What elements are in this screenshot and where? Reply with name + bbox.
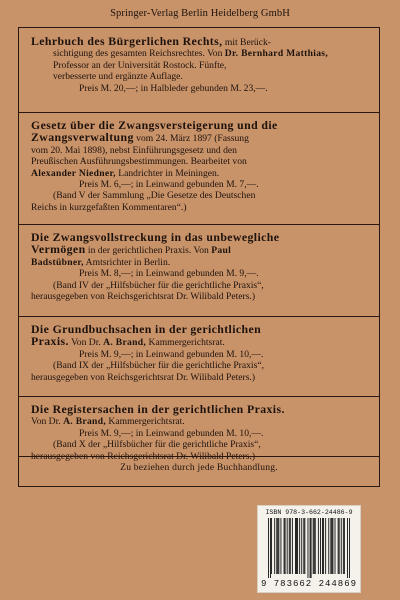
entry-text: Von Dr. <box>31 416 64 428</box>
book-title: Lehrbuch des Bürgerlichen Rechts, <box>31 34 223 48</box>
barcode-bar <box>292 518 293 574</box>
barcode-bar <box>277 518 278 574</box>
author-name: Dr. Bernhard Matthias, <box>224 48 329 60</box>
barcode-bar <box>313 518 314 574</box>
book-title: Die Zwangsvollstreckung in das unbewegliche <box>31 230 280 244</box>
entry-line <box>31 132 369 144</box>
entry-line <box>31 324 369 336</box>
book-title: Zwangsverwaltung <box>31 130 134 145</box>
series-line: Reichs in kurzgefaßten Kommentaren“.) <box>31 201 187 213</box>
author-name: Alexander Niedner, <box>31 167 116 179</box>
publisher-name: Springer-Verlag Berlin Heidelberg GmbH <box>110 8 290 19</box>
advertisement-frame <box>18 27 380 487</box>
entry-line <box>31 404 369 416</box>
entry-text: Kammergerichtsrat. <box>146 337 225 349</box>
barcode-bar <box>311 518 312 578</box>
barcode-bar <box>320 518 321 574</box>
series-line: herausgegeben von Reichsgerichtsrat Dr. Wilibald Peters.) <box>31 450 256 462</box>
barcode-bar <box>284 518 285 574</box>
barcode-bar <box>290 518 291 574</box>
barcode-bar <box>285 518 286 574</box>
barcode-bar <box>268 518 269 578</box>
barcode-bar <box>341 518 342 574</box>
barcode-bar <box>299 518 300 574</box>
barcode-bar <box>289 518 290 574</box>
entry-text: vom 24. März 1897 (Fassung <box>133 133 249 145</box>
barcode-bar <box>338 518 339 574</box>
section-divider <box>19 224 379 225</box>
barcode-bar <box>304 518 305 574</box>
barcode-bar <box>274 518 275 574</box>
author-name: Badstübner, <box>31 256 84 268</box>
section-divider <box>19 316 379 317</box>
book-entry-2 <box>31 120 369 213</box>
barcode-number: 9 783662 244869 <box>260 579 357 589</box>
barcode-bar <box>339 518 340 574</box>
barcode-bar <box>303 518 304 574</box>
barcode-bar <box>349 518 350 578</box>
barcode-bar <box>297 518 298 574</box>
barcode-bar <box>276 518 277 574</box>
section-divider <box>19 112 379 113</box>
barcode-bar <box>308 518 309 578</box>
barcode-bar <box>318 518 319 574</box>
barcode-bar <box>323 518 324 574</box>
series-line: (Band IV der „Hilfsbücher für die gerichtliche Praxis“, <box>53 279 264 291</box>
barcode-bar <box>344 518 345 574</box>
book-title: Die Grundbuchsachen in der gerichtlichen <box>31 322 262 336</box>
series-line: herausgegeben von Reichsgerichtsrat Dr. Wilibald Peters.) <box>31 291 256 303</box>
barcode-bar <box>270 518 271 578</box>
barcode-bar <box>278 518 279 574</box>
isbn-label: ISBN 978-3-662-24486-9 <box>265 509 353 516</box>
barcode-bar <box>332 518 333 574</box>
barcode-bar <box>271 518 272 574</box>
section-divider <box>19 396 379 397</box>
entry-line <box>31 168 369 179</box>
book-entry-5 <box>31 404 369 462</box>
entry-line: Preußischen Ausführungsbestimmungen. Bearbeitet von <box>31 156 247 168</box>
entry-text: mit Berück- <box>222 37 271 48</box>
barcode-bar <box>347 518 348 578</box>
barcode-bar <box>331 518 332 574</box>
entry-text: Von Dr. <box>68 337 104 349</box>
barcode-bar <box>296 518 297 574</box>
barcode-bar <box>315 518 316 574</box>
barcode-bar <box>343 518 344 574</box>
barcode-bar <box>325 518 326 574</box>
entry-line: vom 20. Mai 1898), nebst Einführungsgesetz und den <box>31 144 237 156</box>
entry-line <box>31 36 369 48</box>
price-line: Preis M. 20,—; in Halbleder gebunden M. 23,—. <box>79 82 268 94</box>
price-line: Preis M. 6,—; in Leinwand gebunden M. 7,—. <box>79 179 259 191</box>
barcode-bar <box>301 518 302 574</box>
entry-text: Kammergerichtsrat. <box>106 416 185 428</box>
price-line: Preis M. 9,—; in Leinwand gebunden M. 10,—. <box>79 348 264 360</box>
author-name: A. Brand, <box>103 337 147 349</box>
barcode-bar <box>314 518 315 574</box>
series-line: herausgegeben von Reichsgerichtsrat Dr. Wilibald Peters.) <box>31 371 256 383</box>
book-entry-4 <box>31 324 369 383</box>
barcode-image <box>268 518 350 578</box>
isbn-barcode-box <box>257 505 361 593</box>
barcode-bar <box>295 518 296 574</box>
entry-line <box>31 416 369 427</box>
footer-note: Zu beziehen durch jede Buchhandlung. <box>120 462 278 473</box>
entry-line <box>31 244 369 256</box>
book-entry-3 <box>31 232 369 302</box>
entry-text: Landrichter in Meiningen. <box>115 167 220 179</box>
barcode-bar <box>335 518 336 574</box>
series-line: (Band X der „Hilfsbücher für die gerichtliche Praxis“, <box>53 439 261 451</box>
price-line: Preis M. 9,—; in Leinwand gebunden M. 10,—. <box>79 427 264 439</box>
barcode-bar <box>280 518 281 574</box>
series-line: (Band V der Sammlung „Die Gesetze des Deutschen <box>53 190 256 202</box>
book-entry-1 <box>31 36 369 94</box>
barcode-bar <box>328 518 329 574</box>
barcode-bar <box>330 518 331 574</box>
price-line: Preis M. 8,—; in Leinwand gebunden M. 9,—. <box>79 268 259 280</box>
entry-text: Amtsrichter in Berlin. <box>83 256 171 268</box>
author-name: Paul <box>211 245 232 257</box>
entry-line <box>31 257 369 268</box>
entry-text: sichtigung des gesamten Reichsrechtes. Von <box>53 48 223 60</box>
barcode-bar <box>310 518 311 578</box>
book-title: Praxis. <box>31 334 69 349</box>
entry-line <box>31 336 369 348</box>
barcode-bar <box>287 518 288 574</box>
entry-line <box>31 48 369 59</box>
entry-line: Professor an der Universität Rostock. Fünfte, <box>53 59 227 71</box>
entry-text: in der gerichtlichen Praxis. Von <box>85 245 209 257</box>
book-title: Die Registersachen in der gerichtlichen Praxis. <box>31 402 285 416</box>
book-title: Vermögen <box>31 242 86 257</box>
series-line: (Band IX der „Hilfsbücher für die gerichtliche Praxis“, <box>53 360 264 372</box>
author-name: A. Brand, <box>63 416 107 428</box>
book-title: Gesetz über die Zwangsversteigerung und die <box>31 118 278 132</box>
entry-line: verbesserte und ergänzte Auflage. <box>53 71 183 83</box>
section-divider <box>19 456 379 457</box>
barcode-bar <box>322 518 323 574</box>
